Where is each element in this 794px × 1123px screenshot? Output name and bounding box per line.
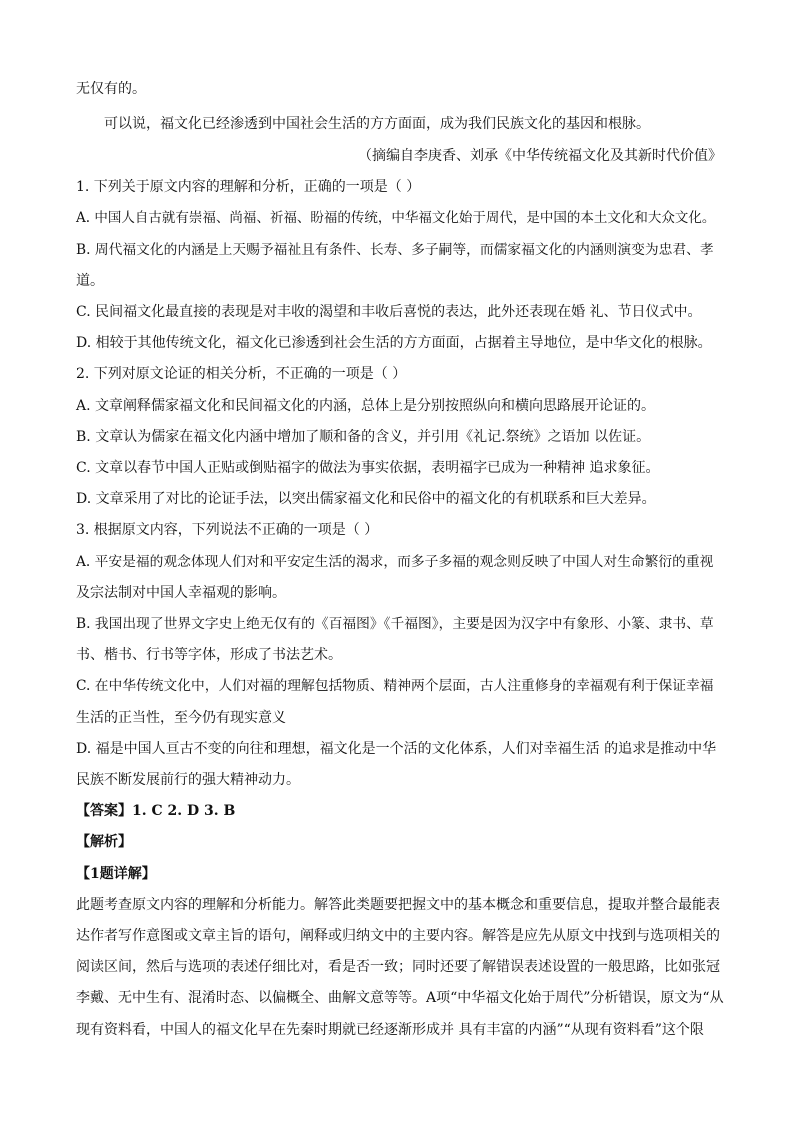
question-3-option-d-cont: 民族不断发展前行的强大精神动力。: [76, 772, 300, 788]
explanation-line: 达作者写作意图或文章主旨的语句，阐释或归纳文中的主要内容。解答是应先从原文中找到与选项相关的: [76, 928, 720, 944]
question-3: 3. 根据原文内容，下列说法不正确的一项是（ ）: [76, 522, 379, 538]
question-3-option-b-cont: 书、楷书、行书等字体，形成了书法艺术。: [76, 647, 342, 663]
question-3-option-c-cont: 生活的正当性，至今仍有现实意义: [76, 710, 286, 726]
question-3-option-a: A. 平安是福的观念体现人们对和平安定生活的渴求，而多子多福的观念则反映了中国人对生命繁衍的重视: [76, 554, 714, 570]
explanation-line: 现有资料看，中国人的福文化早在先秦时期就已经逐渐形成并 具有丰富的内涵”“从现有资料看”这个限: [76, 1022, 704, 1038]
question-1: 1. 下列关于原文内容的理解和分析，正确的一项是（ ）: [76, 179, 421, 195]
question-1-option-b: B. 周代福文化的内涵是上天赐予福祉且有条件、长寿、多子嗣等，而儒家福文化的内涵则演变为忠君、孝: [76, 242, 714, 258]
explanation-line: 阅读区间，然后与选项的表述仔细比对，看是否一致；同时还要了解错误表述设置的一般思路，比如张冠: [76, 959, 720, 975]
analysis-heading: 【解析】: [76, 834, 132, 850]
question-2-option-b: B. 文章认为儒家在福文化内涵中增加了顺和备的含义，并引用《礼记.祭统》之语加 以佐证。: [76, 429, 651, 445]
text-line: 无仅有的。: [76, 81, 146, 97]
question-3-option-a-cont: 及宗法制对中国人幸福观的影响。: [76, 585, 286, 601]
explanation-line: 李戴、无中生有、混淆时态、以偏概全、曲解文意等等。A项“中华福文化始于周代”分析错误，原文为“从: [76, 990, 724, 1006]
question-3-option-b: B. 我国出现了世界文字史上绝无仅有的《百福图》《千福图》，主要是因为汉字中有象形、小篆、隶书、草: [76, 616, 714, 632]
explanation-line: 此题考查原文内容的理解和分析能力。解答此类题要把握文中的基本概念和重要信息，提取并整合最能表: [76, 897, 720, 913]
question-3-option-d: D. 福是中国人亘古不变的向往和理想，福文化是一个活的文化体系，人们对幸福生活 的追求是推动中华: [76, 741, 717, 757]
question-2-option-d: D. 文章采用了对比的论证手法，以突出儒家福文化和民俗中的福文化的有机联系和巨大差异。: [76, 491, 656, 507]
question-1-option-a: A. 中国人自古就有崇福、尚福、祈福、盼福的传统，中华福文化始于周代，是中国的本土文化和大众文化。: [76, 210, 716, 226]
answer-line: 【答案】1. C 2. D 3. B: [76, 803, 236, 819]
question-3-option-c: C. 在中华传统文化中，人们对福的理解包括物质、精神两个层面，古人注重修身的幸福观有利于保证幸福: [76, 678, 714, 694]
text-line: 可以说，福文化已经渗透到中国社会生活的方方面面，成为我们民族文化的基因和根脉。: [104, 116, 650, 132]
question-1-option-c: C. 民间福文化最直接的表现是对丰收的渴望和丰收后喜悦的表达，此外还表现在婚 礼、节日仪式中。: [76, 304, 702, 320]
question-2-option-c: C. 文章以春节中国人正贴或倒贴福字的做法为事实依据，表明福字已成为一种精神 追求象征。: [76, 460, 660, 476]
question-2-option-a: A. 文章阐释儒家福文化和民间福文化的内涵，总体上是分别按照纵向和横向思路展开论证的。: [76, 398, 656, 414]
source-citation: （摘编自李庚香、刘承《中华传统福文化及其新时代价值》: [358, 148, 722, 164]
question-1-option-b-cont: 道。: [76, 273, 104, 289]
question-2: 2. 下列对原文论证的相关分析，不正确的一项是（ ）: [76, 366, 407, 382]
question-1-option-d: D. 相较于其他传统文化，福文化已渗透到社会生活的方方面面，占据着主导地位，是中华文化的根脉。: [76, 335, 712, 351]
q1-detail-heading: 【1题详解】: [76, 866, 156, 882]
